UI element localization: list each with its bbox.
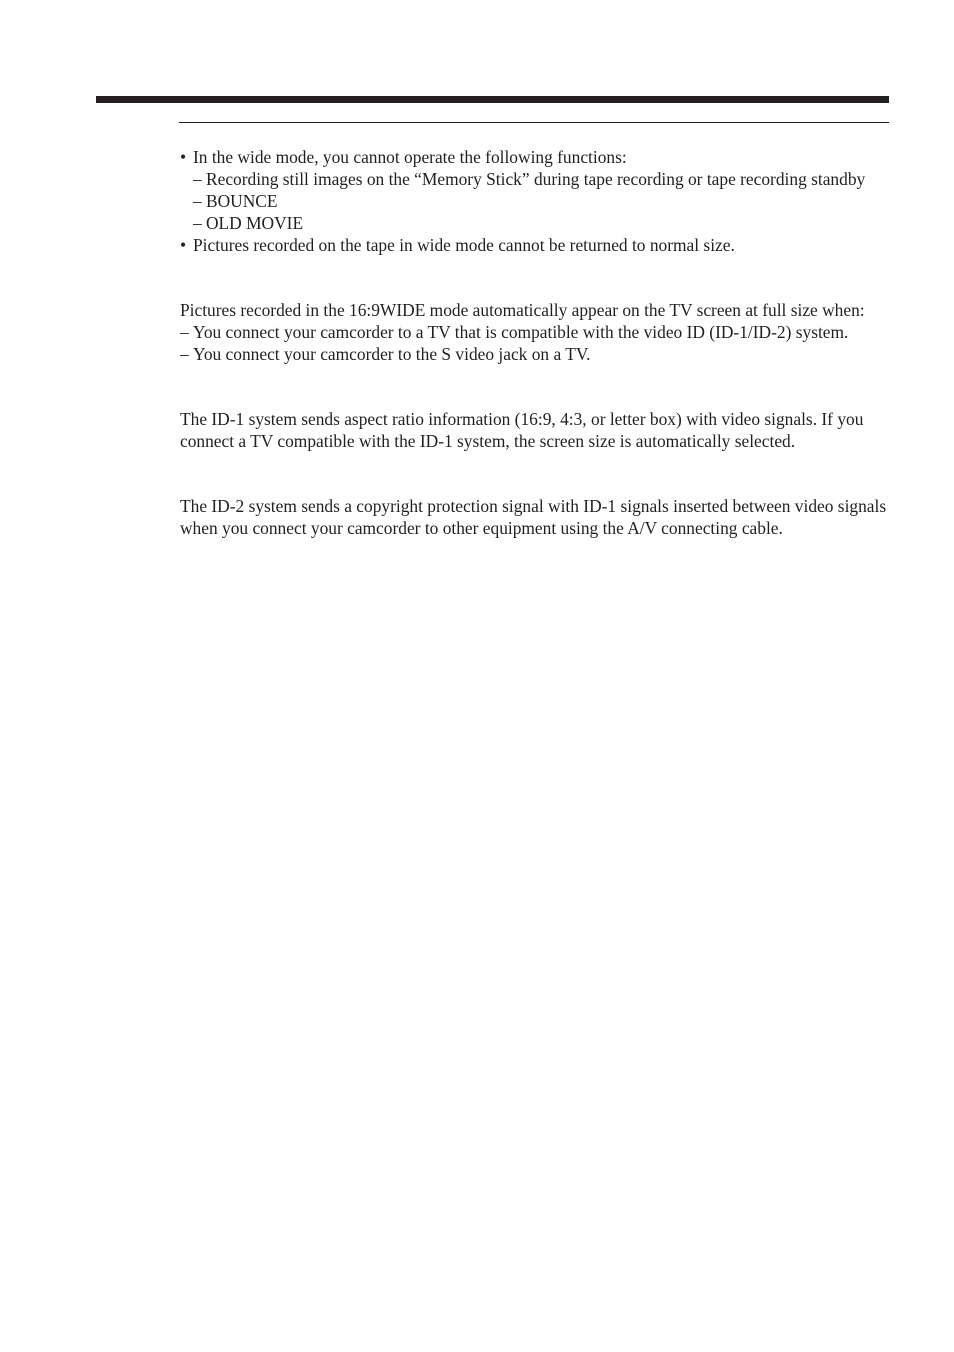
dash-mark: – [193, 169, 202, 189]
fullsize-item-text: You connect your camcorder to the S video jack on a TV. [193, 344, 591, 364]
dash-mark: – [180, 322, 189, 342]
dash-mark: – [193, 191, 202, 211]
header-bar [96, 96, 889, 103]
page-content [180, 146, 890, 539]
dash-mark: – [193, 213, 202, 233]
sub-item [193, 168, 890, 190]
fullsize-item [180, 343, 890, 365]
notes-section [180, 146, 890, 256]
bullet-mark: • [180, 147, 187, 167]
sub-item [193, 212, 890, 234]
bullet-item [180, 234, 890, 256]
bullet-mark: • [180, 235, 187, 255]
sub-item-text: Recording still images on the “Memory Stick” during tape recording or tape recording standby [206, 169, 866, 189]
id1-section [180, 408, 890, 452]
dash-mark: – [180, 344, 189, 364]
id2-section [180, 495, 890, 539]
id1-paragraph: The ID-1 system sends aspect ratio information (16:9, 4:3, or letter box) with video signals. If you connect a TV compatible with the ID-1 system, the screen size is automatically selected. [180, 409, 864, 451]
fullsize-intro: Pictures recorded in the 16:9WIDE mode automatically appear on the TV screen at full size when: [180, 300, 865, 320]
header-rule [179, 122, 889, 123]
bullet-item [180, 146, 890, 168]
bullet-text: Pictures recorded on the tape in wide mode cannot be returned to normal size. [193, 235, 735, 255]
bullet-text: In the wide mode, you cannot operate the following functions: [193, 147, 627, 167]
fullsize-item [180, 321, 890, 343]
fullsize-section [180, 299, 890, 365]
fullsize-item-text: You connect your camcorder to a TV that is compatible with the video ID (ID-1/ID-2) system. [193, 322, 849, 342]
sub-item-text: OLD MOVIE [206, 213, 304, 233]
id2-paragraph: The ID-2 system sends a copyright protection signal with ID-1 signals inserted between video signals when you connect your camcorder to other equipment using the A/V connecting cable. [180, 496, 887, 538]
sub-item-text: BOUNCE [206, 191, 278, 211]
sub-item [193, 190, 890, 212]
